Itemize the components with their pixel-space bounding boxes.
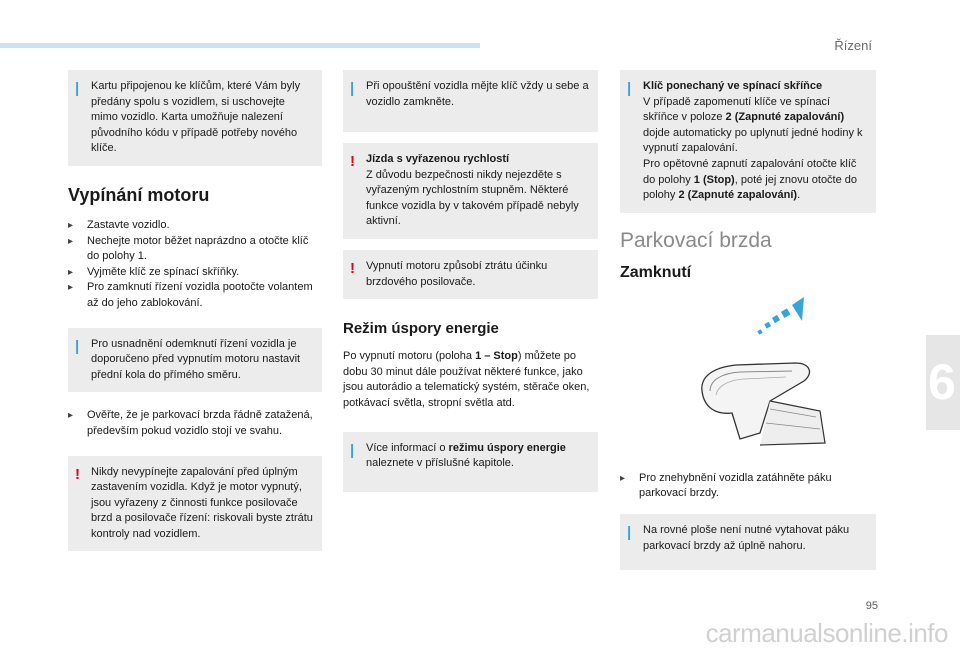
info-bar-icon: | — [627, 523, 632, 541]
steps-engine-off — [68, 218, 322, 312]
step-arrow-icon: ▸ — [68, 410, 74, 422]
step-arrow-icon: ▸ — [68, 266, 74, 278]
chapter-number: 6 — [928, 354, 956, 410]
header-accent-bar — [0, 43, 480, 48]
step-item: ▸ Vyjměte klíč ze spínací skříňky. — [68, 265, 322, 281]
step-item: ▸ Ověřte, že je parkovací brzda řádně zatažená, především pokud vozidlo stojí ve svahu. — [68, 409, 313, 437]
info-bar-icon: | — [350, 441, 355, 459]
step-item: ▸ Pro zamknutí řízení vozidla pootočte volantem až do jeho zablokování. — [68, 281, 313, 309]
paragraph-energy-saving: Po vypnutí motoru (poloha 1 – Stop) můžete po dobu 30 minut dále používat některé funkce, jako jsou autorádio a telematický systém, stěrače oken, potkávací světla, stropní světla atd. — [343, 350, 590, 409]
info-note-keep-key: | Při opouštění vozidla mějte klíč vždy u sebe a vozidlo zamkněte. — [343, 70, 598, 132]
step-item: ▸ Pro znehybnění vozidla zatáhněte páku parkovací brzdy. — [620, 471, 832, 500]
step-item: ▸ Nechejte motor běžet naprázdno a otočte klíč do polohy 1. — [68, 234, 309, 263]
column-middle — [343, 70, 598, 503]
info-bar-icon: | — [75, 80, 80, 97]
info-note-flat-surface: | Na rovné ploše není nutné vytahovat páku parkovací brzdy až úplně nahoru. — [620, 514, 876, 570]
step-arrow-icon: ▸ — [620, 472, 626, 484]
info-note-steering: | Pro usnadnění odemknutí řízení vozidla je doporučeno před vypnutím motoru nastavit přední kola do přímého směru. — [68, 328, 322, 393]
page-number: 95 — [865, 600, 878, 612]
exclamation-icon: ! — [350, 259, 355, 277]
info-bar-icon: | — [627, 80, 632, 97]
step-arrow-icon: ▸ — [68, 235, 74, 247]
warning-note-ignition: ! Nikdy nevypínejte zapalování před úplným zastavením vozidla. Když je motor vypnutý, jsou vyřazeny z činnosti funkce posilovače brzd a posilovače řízení: riskovali byste ztrátu kontroly nad vozidlem. — [68, 456, 322, 552]
info-bar-icon: | — [75, 337, 80, 355]
heading-energy-saving: Režim úspory energie — [343, 320, 499, 338]
info-note-energy-mode: | Více informací o režimu úspory energie naleznete v příslušné kapitole. — [343, 432, 598, 492]
step-arrow-icon: ▸ — [68, 219, 74, 231]
chapter-tab — [926, 335, 960, 430]
column-right — [620, 70, 876, 581]
step-arrow-icon: ▸ — [68, 282, 74, 294]
info-note-key-card: | Kartu připojenou ke klíčům, které Vám byly předány spolu s vozidlem, si uschovejte mimo vozidlo. Karta umožňuje nalezení původního kódu v případě potřeby nového klíče. — [68, 70, 322, 166]
info-note-key-left: | Klíč ponechaný ve spínací skříňce V případě zapomenutí klíče ve spínací skříňce v poloze 2 (Zapnuté zapalování) dojde automaticky po uplynutí jedné hodiny k vypnutí zapalování. Pro opětovné zapnutí zapalování otočte klíč do polohy 1 (Stop), poté jej znovu otočte do polohy 2 (Zapnuté zapalování). — [620, 70, 876, 213]
watermark: carmanualsonline.info — [705, 618, 948, 648]
pull-up-arrow-icon — [757, 297, 804, 335]
column-left — [68, 70, 322, 562]
info-bar-icon: | — [350, 80, 355, 97]
section-title: Řízení — [834, 38, 872, 53]
warning-note-brake-booster: ! Vypnutí motoru způsobí ztrátu účinku brzdového posilovače. — [343, 250, 598, 299]
heading-parking-brake: Parkovací brzda — [620, 228, 772, 252]
exclamation-icon: ! — [75, 465, 80, 483]
exclamation-icon: ! — [350, 153, 355, 170]
parking-brake-illustration — [620, 283, 876, 463]
step-item: ▸ Zastavte vozidlo. — [68, 218, 322, 234]
heading-lock: Zamknutí — [620, 263, 692, 281]
warning-note-neutral: ! Jízda s vyřazenou rychlostí Z důvodu bezpečnosti nikdy nejezděte s vyřazeným rychlostním stupněm. Některé funkce vozidla by v takovém případě nebyly aktivní. — [343, 143, 598, 239]
heading-engine-off: Vypínání motoru — [68, 184, 210, 205]
parking-brake-lever-icon — [620, 283, 876, 463]
